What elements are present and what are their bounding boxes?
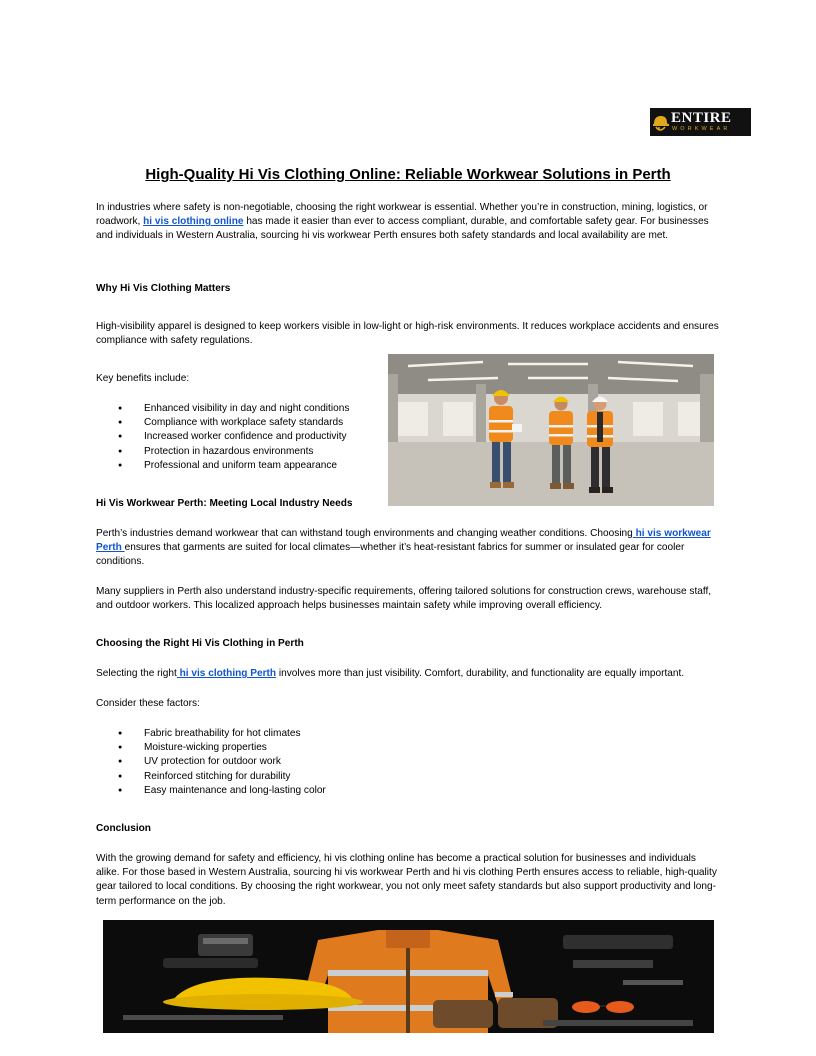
- benefits-list: [96, 402, 396, 473]
- list-item: ● Enhanced visibility in day and night conditions: [96, 402, 396, 416]
- local-text-after: ensures that garments are suited for local climates—whether it’s heat-resistant fabrics for summer or insulated gear for cooler conditions.: [96, 542, 685, 568]
- list-item: ● Fabric breathability for hot climates: [96, 727, 496, 741]
- section-heading-local: Hi Vis Workwear Perth: Meeting Local Industry Needs: [96, 498, 353, 509]
- list-item: ● UV protection for outdoor work: [96, 755, 496, 769]
- intro-paragraph: [96, 201, 722, 244]
- section-heading-conclusion: Conclusion: [96, 823, 151, 834]
- local-text-before: Perth’s industries demand workwear that can withstand tough environments and changing weather conditions. Choosing: [96, 528, 633, 539]
- workwear-gear-photo: [103, 920, 714, 1033]
- hi-vis-clothing-perth-link[interactable]: hi vis clothing Perth: [176, 668, 277, 679]
- list-item: ● Easy maintenance and long-lasting color: [96, 784, 496, 798]
- list-item: ● Reinforced stitching for durability: [96, 770, 496, 784]
- list-item: ● Professional and uniform team appearance: [96, 459, 396, 473]
- entire-workwear-logo: [650, 108, 751, 136]
- section-heading-choosing: Choosing the Right Hi Vis Clothing in Perth: [96, 638, 304, 649]
- list-item: ● Protection in hazardous environments: [96, 445, 396, 459]
- choosing-text-after: involves more than just visibility. Comfort, durability, and functionality are equally important.: [276, 668, 685, 679]
- local-paragraph-2: Many suppliers in Perth also understand industry-specific requirements, offering tailored solutions for construction crews, warehouse staff, and outdoor workers. This localized approach helps businesses maintain safety while improving overall efficiency.: [96, 586, 712, 612]
- hi-vis-clothing-online-link[interactable]: hi vis clothing online: [143, 216, 244, 228]
- list-item: ● Increased worker confidence and productivity: [96, 430, 396, 444]
- factors-intro: Consider these factors:: [96, 698, 200, 709]
- logo-main-text: ENTIRE: [671, 110, 732, 126]
- intro-text-after: has made it easier than ever to access compliant, durable, and comfortable safety gear. For businesses and individuals in Western Australia, sourcing hi vis workwear Perth ensures both safety standards and local availability are met.: [96, 216, 709, 242]
- list-item: ● Compliance with workplace safety standards: [96, 416, 396, 430]
- workers-photo: [388, 354, 714, 506]
- intro-text-before: In industries where safety is non-negotiable, choosing the right workwear is essential. Whether you’re in construction, mining, logistics, or roadwork,: [96, 202, 708, 228]
- page-title: High-Quality Hi Vis Clothing Online: Reliable Workwear Solutions in Perth: [145, 166, 671, 183]
- logo-sub-text: WORKWEAR: [672, 126, 731, 132]
- factors-list: [96, 727, 496, 798]
- choosing-text-before: Selecting the right: [96, 668, 177, 679]
- conclusion-paragraph: With the growing demand for safety and efficiency, hi vis clothing online has become a practical solution for businesses and individuals alike. For those based in Western Australia, sourcing hi vis workwear Perth and hi vis clothing Perth ensures access to reliable, high-quality gear tailored to local conditions. By choosing the right workwear, you not only meet safety standards but also support productivity and long-term performance on the job.: [96, 853, 717, 907]
- why-paragraph: High-visibility apparel is designed to keep workers visible in low-light or high-risk environments. It reduces workplace accidents and ensures compliance with safety regulations.: [96, 321, 719, 347]
- list-item: ● Moisture-wicking properties: [96, 741, 496, 755]
- local-paragraph-1: [96, 527, 722, 570]
- choosing-paragraph: [96, 667, 722, 681]
- section-heading-why: Why Hi Vis Clothing Matters: [96, 283, 231, 294]
- hi-vis-workwear-perth-link[interactable]: hi vis workwear Perth: [96, 528, 711, 554]
- helmet-logo-icon: [650, 108, 670, 136]
- benefits-intro: Key benefits include:: [96, 373, 190, 384]
